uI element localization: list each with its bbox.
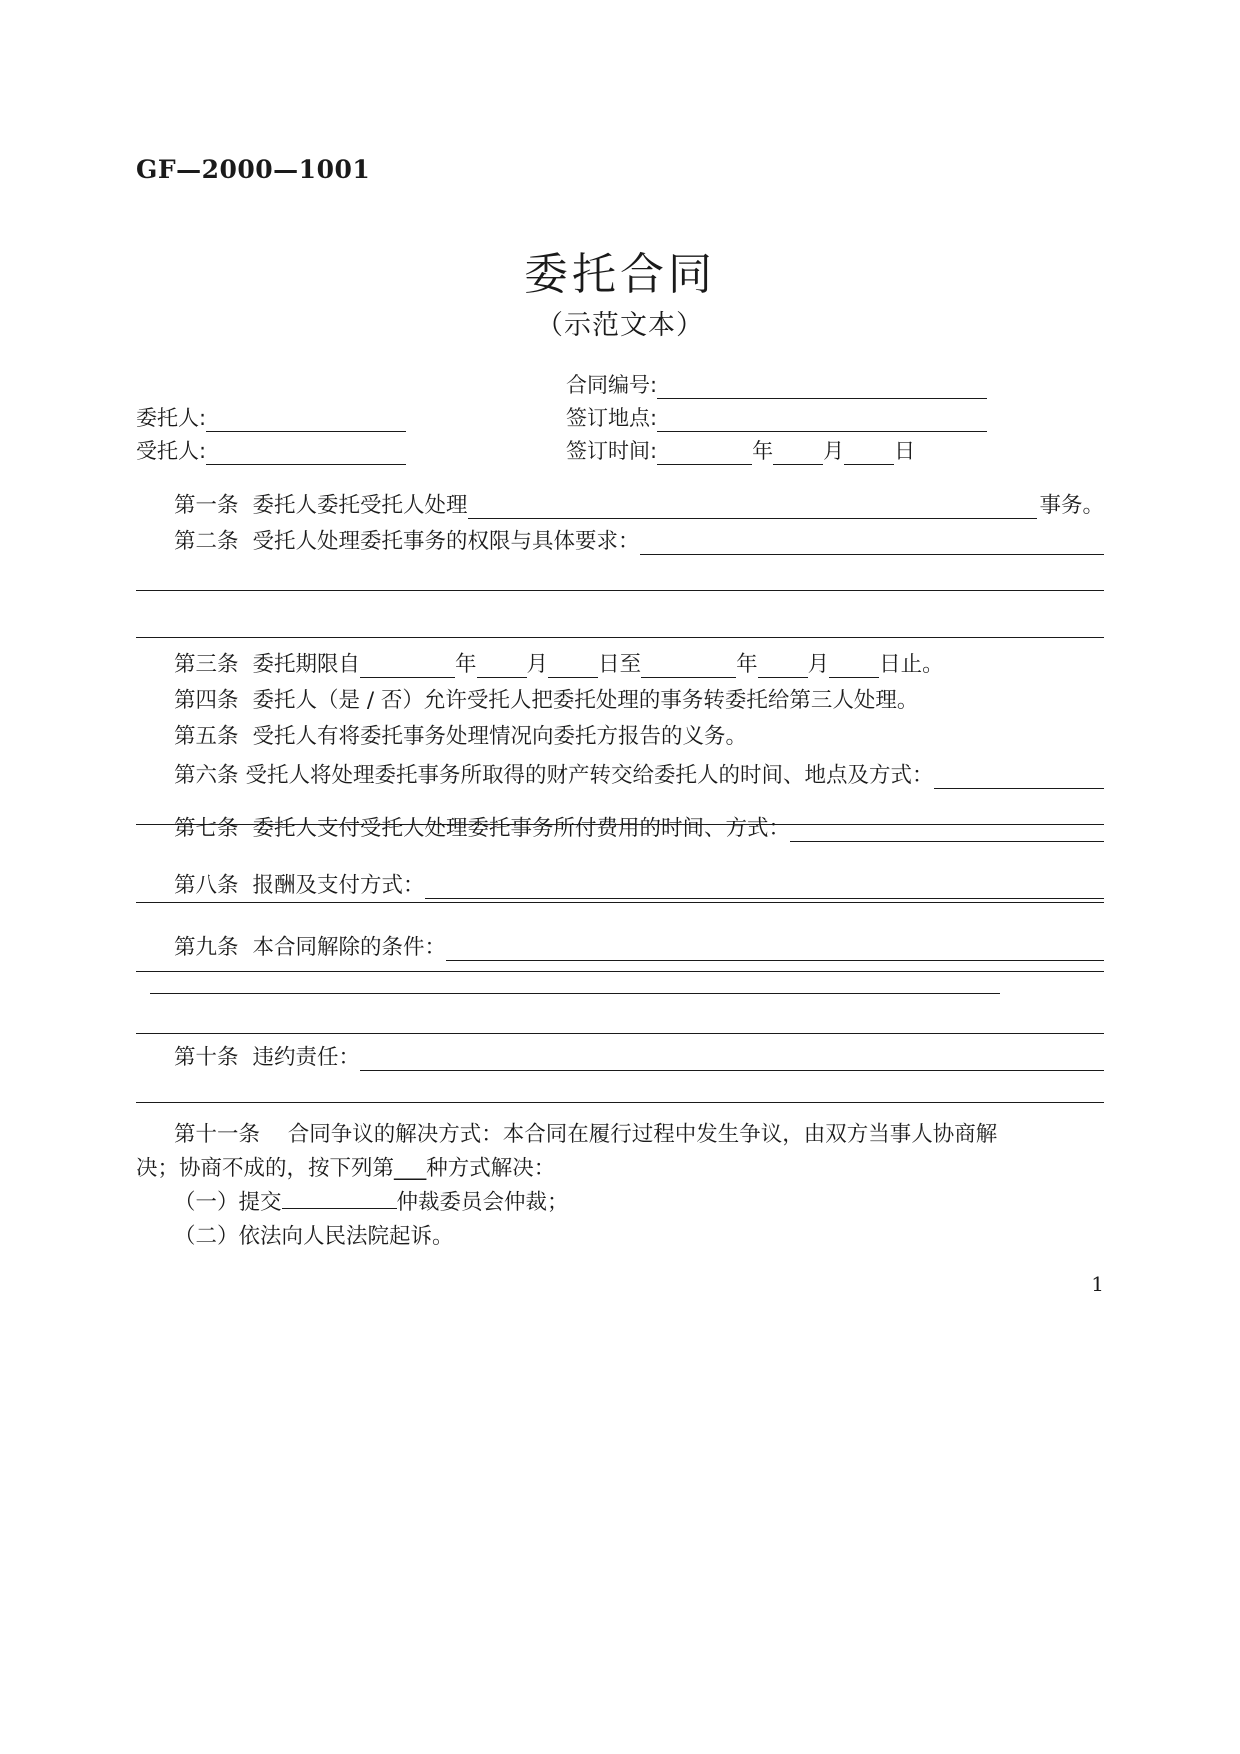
clause-4-text: 委托人（是 / 否）允许受托人把委托处理的事务转委托给第三人处理。 <box>252 688 919 713</box>
clause-11-item1-post: 仲裁委员会仲裁； <box>396 1190 569 1215</box>
clause-article-2 <box>136 523 1104 555</box>
clause-3-end-day[interactable] <box>829 657 879 678</box>
clause-3-number: 第三条 <box>174 652 239 677</box>
clause-11-number: 第十一条 <box>174 1122 261 1147</box>
clause-article-9 <box>136 929 1104 961</box>
clause-8-number: 第八条 <box>174 873 239 898</box>
clause-article-10 <box>136 1039 1104 1071</box>
clause-7-row <box>136 810 1104 842</box>
meta-row-client <box>136 399 1104 432</box>
clause-article-11 <box>136 1118 1104 1254</box>
sign-year-input[interactable] <box>657 444 752 465</box>
blank-rule-line[interactable] <box>136 637 1104 638</box>
blank-rule-line[interactable] <box>150 993 1000 994</box>
clause-10-text: 违约责任： <box>252 1045 361 1070</box>
contract-no-field <box>566 369 1104 399</box>
meta-row-trustee <box>136 432 1104 465</box>
client-input[interactable] <box>206 411 406 432</box>
month-label: 月 <box>526 652 549 677</box>
sign-day-input[interactable] <box>844 444 894 465</box>
day-label: 日 <box>894 439 916 463</box>
clause-10-row <box>136 1039 1104 1071</box>
trustee-field <box>136 435 566 465</box>
clause-11-line-1 <box>136 1118 1104 1152</box>
clause-4-row <box>136 682 1104 714</box>
blank-rule-line[interactable] <box>136 1033 1104 1034</box>
clause-8-row <box>136 867 1104 899</box>
clause-9-row <box>136 929 1104 961</box>
blank-rule-line[interactable] <box>136 590 1104 591</box>
contract-no-input[interactable] <box>657 378 987 399</box>
sign-time-field <box>566 435 1104 465</box>
clause-11-text-line2: 决；协商不成的，按下列第___种方式解决： <box>136 1156 556 1181</box>
clause-8-text: 报酬及支付方式： <box>252 873 425 898</box>
clause-7-number: 第七条 <box>174 816 239 841</box>
clause-11-item2-text: （二）依法向人民法院起诉。 <box>174 1224 454 1249</box>
clause-11-item-1 <box>136 1186 1104 1220</box>
page-subtitle: （示范文本） <box>536 310 704 341</box>
trustee-input[interactable] <box>206 444 406 465</box>
clause-9-blank[interactable] <box>446 940 1104 961</box>
sign-time-label: 签订时间: <box>566 439 658 463</box>
clause-article-1 <box>136 487 1104 519</box>
clause-article-5 <box>136 718 1104 750</box>
clause-1-tail: 事务。 <box>1039 493 1104 518</box>
sign-place-input[interactable] <box>657 411 987 432</box>
contract-meta-block <box>136 366 1104 465</box>
clause-5-number: 第五条 <box>174 724 239 749</box>
clause-11-item-2 <box>136 1220 1104 1254</box>
client-field <box>136 402 566 432</box>
clause-article-3 <box>136 646 1104 678</box>
clause-6-row <box>136 757 1104 789</box>
sign-place-field <box>566 402 1104 432</box>
clause-article-4 <box>136 682 1104 714</box>
clause-3-mid: 日至 <box>598 652 642 677</box>
clause-3-end-year[interactable] <box>641 657 736 678</box>
clause-10-blank[interactable] <box>360 1050 1104 1071</box>
client-label: 委托人: <box>136 406 207 430</box>
clause-3-start-day[interactable] <box>548 657 598 678</box>
clause-9-number: 第九条 <box>174 935 239 960</box>
clause-3-end-month[interactable] <box>758 657 808 678</box>
clause-2-text: 受托人处理委托事务的权限与具体要求： <box>252 529 640 554</box>
document-code: GF—2000—1001 <box>136 155 371 184</box>
clause-2-blank[interactable] <box>640 534 1104 555</box>
clause-6-text: 受托人将处理委托事务所取得的财产转交给委托人的时间、地点及方式： <box>245 763 934 788</box>
clause-11-text-line1: 合同争议的解决方式：本合同在履行过程中发生争议，由双方当事人协商解 <box>287 1122 998 1147</box>
blank-rule-line[interactable] <box>136 971 1104 972</box>
clause-10-number: 第十条 <box>174 1045 239 1070</box>
trustee-label: 受托人: <box>136 439 207 463</box>
clause-3-text: 委托期限自 <box>252 652 361 677</box>
clause-6-number: 第六条 <box>174 763 239 788</box>
clause-9-text: 本合同解除的条件： <box>252 935 447 960</box>
page-number: 1 <box>1091 1272 1104 1296</box>
clause-6-blank[interactable] <box>934 768 1104 789</box>
clause-3-row <box>136 646 1104 678</box>
clause-article-8 <box>136 867 1104 899</box>
contract-no-label: 合同编号: <box>566 373 658 397</box>
clause-11-item1-pre: （一）提交 <box>174 1190 282 1215</box>
year-label: 年 <box>736 652 758 677</box>
sign-month-input[interactable] <box>773 444 823 465</box>
clause-1-row <box>136 487 1104 519</box>
arbitration-committee-input[interactable] <box>282 1188 397 1209</box>
clause-3-tail: 日止。 <box>879 652 944 677</box>
month-label: 月 <box>807 652 830 677</box>
blank-rule-line[interactable] <box>136 902 1104 903</box>
blank-rule-line[interactable] <box>136 1102 1104 1103</box>
clause-5-text: 受托人有将委托事务处理情况向委托方报告的义务。 <box>252 724 748 749</box>
clause-7-text: 委托人支付受托人处理委托事务所付费用的时间、方式： <box>252 816 791 841</box>
year-label: 年 <box>455 652 477 677</box>
page-title: 委托合同 <box>524 249 716 300</box>
clause-3-start-month[interactable] <box>477 657 527 678</box>
clause-7-blank[interactable] <box>790 821 1104 842</box>
clause-5-row <box>136 718 1104 750</box>
sign-place-label: 签订地点: <box>566 406 658 430</box>
clause-article-6 <box>136 757 1104 789</box>
clause-2-number: 第二条 <box>174 529 239 554</box>
clause-2-row <box>136 523 1104 555</box>
clause-11-line-2 <box>136 1152 1104 1186</box>
clause-3-start-year[interactable] <box>360 657 455 678</box>
month-label: 月 <box>823 439 845 463</box>
clause-8-blank[interactable] <box>425 878 1104 899</box>
year-label: 年 <box>752 439 774 463</box>
meta-row-contract-no <box>136 366 1104 399</box>
clause-4-number: 第四条 <box>174 688 239 713</box>
clause-1-text: 委托人委托受托人处理 <box>252 493 468 518</box>
clause-article-7 <box>136 810 1104 842</box>
clause-1-blank[interactable] <box>468 498 1038 519</box>
clause-1-number: 第一条 <box>174 493 239 518</box>
